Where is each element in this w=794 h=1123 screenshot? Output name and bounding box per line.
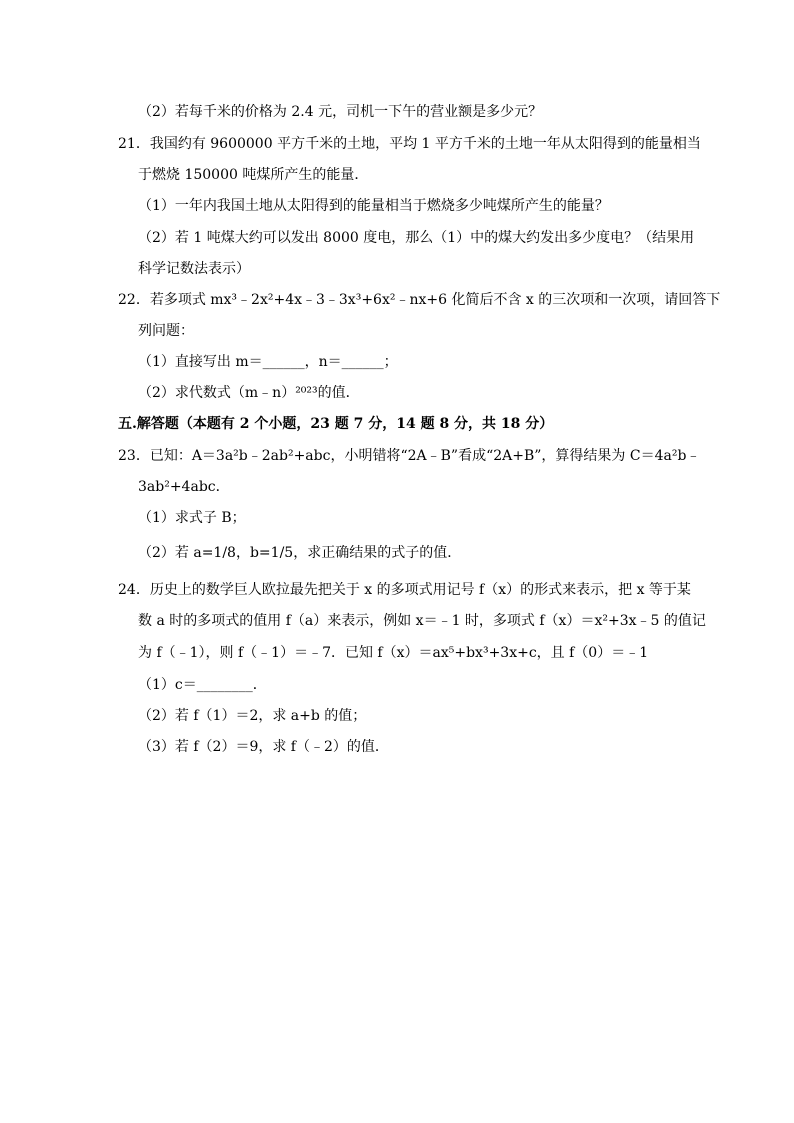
q24-stem-line3: 为 f（﹣1），则 f（﹣1）＝﹣7．已知 f（x）＝ax⁵+bx³+3x+c，且 f（0）＝﹣1 [138, 645, 649, 661]
q22-stem-line2: 列问题： [138, 323, 194, 339]
q24-stem-line1: 24．历史上的数学巨人欧拉最先把关于 x 的多项式用记号 f（x）的形式来表示，把 x 等于某 [118, 582, 691, 598]
q24-part3: （3）若 f（2）＝9，求 f（﹣2）的值． [138, 739, 389, 755]
q21-stem-line2: 于燃烧 150000 吨煤所产生的能量． [138, 167, 369, 183]
q22-part2: （2）求代数式（m﹣n）²⁰²³的值． [138, 385, 360, 401]
q21-part1: （1）一年内我国土地从太阳得到的能量相当于燃烧多少吨煤所产生的能量？ [138, 198, 609, 214]
q23-part1: （1）求式子 B； [138, 510, 246, 526]
q21-stem-line1: 21．我国约有 9600000 平方千米的土地，平均 1 平方千米的土地一年从太阳得到的能量相当 [118, 136, 701, 152]
q23-part2: （2）若 a=1/8，b=1/5，求正确结果的式子的值． [138, 545, 462, 561]
q23-stem-line2: 3ab²+4abc． [138, 479, 230, 495]
q24-stem-line2: 数 a 时的多项式的值用 f（a）来表示，例如 x＝﹣1 时，多项式 f（x）＝x²+3x﹣5 的值记 [138, 613, 706, 629]
q24-part2: （2）若 f（1）＝2，求 a+b 的值； [138, 708, 367, 724]
q22-part1: （1）直接写出 m＝______，n＝______； [138, 354, 398, 370]
q21-part2-line1: （2）若 1 吨煤大约可以发出 8000 度电，那么（1）中的煤大约发出多少度电？（结果用 [138, 230, 695, 246]
q20-part2: （2）若每千米的价格为 2.4 元，司机一下午的营业额是多少元？ [138, 104, 543, 120]
q22-stem-line1: 22．若多项式 mx³﹣2x²+4x﹣3﹣3x³+6x²﹣nx+6 化简后不含 x 的三次项和一次项，请回答下 [118, 292, 721, 308]
q23-stem-line1: 23．已知：A＝3a²b﹣2ab²+abc，小明错将“2A﹣B”看成“2A+B”，算得结果为 C＝4a²b﹣ [118, 448, 701, 464]
q21-part2-line2: 科学记数法表示） [138, 261, 250, 277]
section5-heading: 五.解答题（本题有 2 个小题，23 题 7 分，14 题 8 分，共 18 分） [118, 416, 554, 432]
q24-part1: （1）c＝________． [138, 677, 267, 693]
